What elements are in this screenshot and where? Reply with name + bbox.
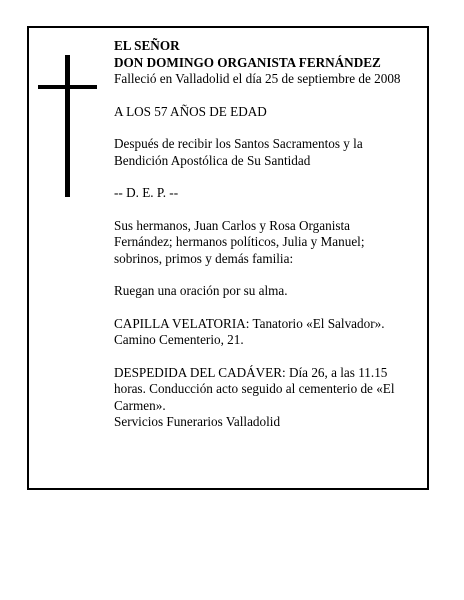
family-line-2: Fernández; hermanos políticos, Julia y Manuel; (114, 234, 365, 249)
obituary-text (114, 38, 424, 431)
prayer-line: Ruegan una oración por su alma. (114, 283, 288, 298)
age-line: A LOS 57 AÑOS DE EDAD (114, 103, 267, 119)
farewell-line-2: horas. Conducción acto seguido al cementerio de «El (114, 381, 395, 396)
chapel-line-2: Camino Cementerio, 21. (114, 332, 244, 347)
cross-horizontal-bar (38, 85, 97, 89)
age-block (114, 104, 424, 121)
farewell-block (114, 365, 424, 431)
sacraments-block (114, 136, 424, 169)
heading-block (114, 38, 424, 88)
rip-line: -- D. E. P. -- (114, 185, 179, 200)
death-date-line: Falleció en Valladolid el día 25 de septiembre de 2008 (114, 71, 401, 86)
sacraments-line-2: Bendición Apostólica de Su Santidad (114, 152, 311, 168)
funeral-services-line: Servicios Funerarios Valladolid (114, 414, 281, 429)
title-line: EL SEÑOR (114, 38, 180, 53)
chapel-block (114, 316, 424, 349)
prayer-block (114, 283, 424, 300)
family-line-3: sobrinos, primos y demás familia: (114, 250, 294, 266)
cross-vertical-bar (65, 55, 70, 197)
family-line-1: Sus hermanos, Juan Carlos y Rosa Organista (114, 217, 351, 233)
farewell-line-3: Carmen». (114, 397, 166, 413)
family-block (114, 218, 424, 268)
deceased-name: DON DOMINGO ORGANISTA FERNÁNDEZ (114, 54, 381, 70)
rip-block (114, 185, 424, 202)
chapel-line-1: CAPILLA VELATORIA: Tanatorio «El Salvador». (114, 315, 385, 331)
sacraments-line-1: Después de recibir los Santos Sacramentos y la (114, 136, 363, 151)
farewell-line-1: DESPEDIDA DEL CADÁVER: Día 26, a las 11.15 (114, 364, 388, 380)
cross-icon (38, 55, 97, 197)
